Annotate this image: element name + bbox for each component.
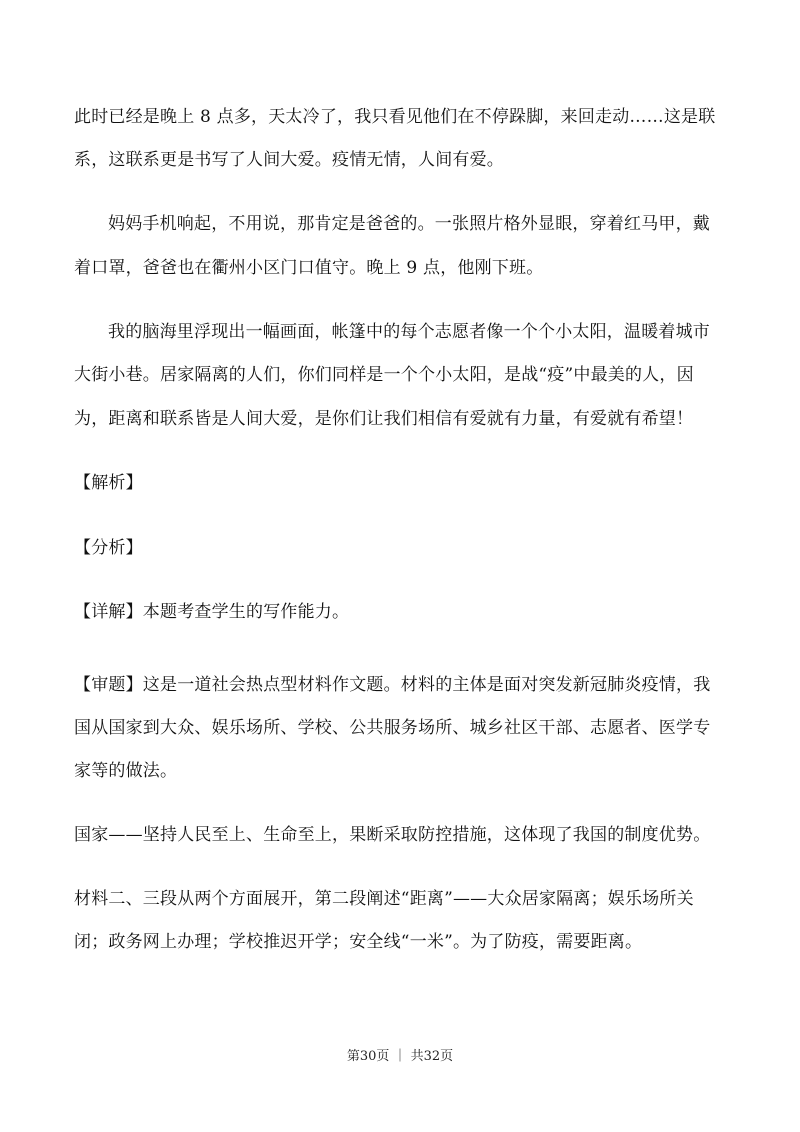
page-number: 第30页 ｜ 共32页 <box>346 1049 454 1064</box>
text-line: 我的脑海里浮现出一幅画面，帐篷中的每个志愿者像一个个小太阳，温暖着城市 <box>108 322 710 342</box>
text-line: 国家——坚持人民至上、生命至上，果断采取防控措施，这体现了我国的制度优势。 <box>74 825 711 845</box>
text-line: 国从国家到大众、娱乐场所、学校、公共服务场所、城乡社区干部、志愿者、医学专 <box>74 718 711 738</box>
text-line: 材料二、三段从两个方面展开，第二段阐述“距离”——大众居家隔离；娱乐场所关 <box>74 889 694 909</box>
text-line: 着口罩，爸爸也在衢州小区门口值守。晚上 9 点，他刚下班。 <box>74 258 544 278</box>
text-line: 此时已经是晚上 8 点多，天太冷了，我只看见他们在不停跺脚，来回走动……这是联 <box>74 107 716 127</box>
text-line: 大街小巷。居家隔离的人们，你们同样是一个个小太阳，是战“疫”中最美的人，因 <box>74 365 694 385</box>
text-line: 家等的做法。 <box>74 761 178 781</box>
text-line: 【审题】这是一道社会热点型材料作文题。材料的主体是面对突发新冠肺炎疫情，我 <box>74 675 711 695</box>
section-heading-analysis: 【解析】 <box>74 473 143 493</box>
text-line: 系，这联系更是书写了人间大爱。疫情无情，人间有爱。 <box>74 150 504 170</box>
section-heading-fenxi: 【分析】 <box>74 538 143 558</box>
text-line: 闭；政务网上办理；学校推迟开学；安全线“一米”。为了防疫，需要距离。 <box>74 932 643 952</box>
text-line: 妈妈手机响起，不用说，那肯定是爸爸的。一张照片格外显眼，穿着红马甲，戴 <box>108 214 710 234</box>
text-line: 为，距离和联系皆是人间大爱，是你们让我们相信有爱就有力量，有爱就有希望！ <box>74 409 694 429</box>
section-heading-detail: 【详解】本题考查学生的写作能力。 <box>74 602 350 622</box>
